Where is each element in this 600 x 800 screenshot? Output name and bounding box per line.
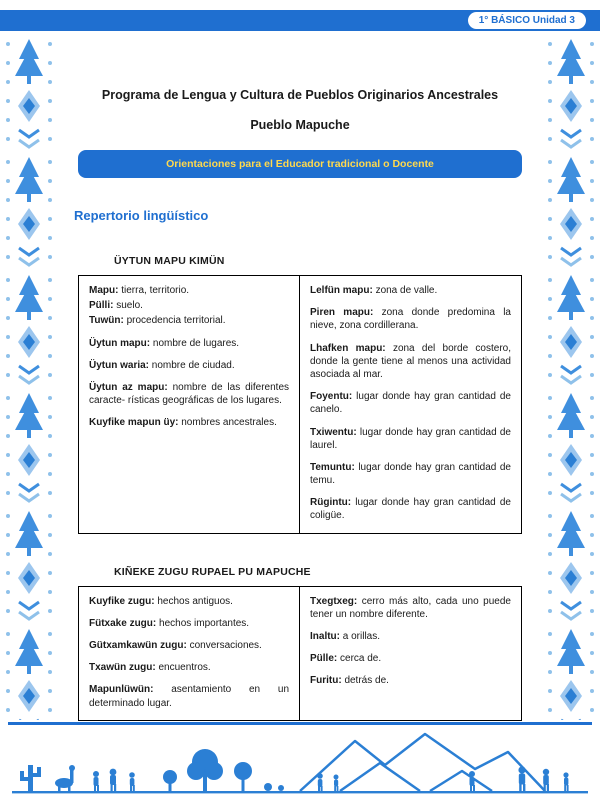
vocab-definition: detrás de. bbox=[344, 675, 389, 687]
vocab-definition: a orillas. bbox=[342, 631, 381, 642]
vocab-term: Furitu: bbox=[310, 675, 342, 687]
table-1-right-cell bbox=[300, 276, 521, 533]
vocab-term: Temuntu: bbox=[310, 461, 355, 473]
vocab-table-2 bbox=[78, 586, 522, 721]
vocab-definition: nombre de las diferentes caracte- rísticas geográficas de los lugares. bbox=[89, 381, 290, 407]
vocab-term: Kuyfike mapun üy: bbox=[89, 417, 179, 429]
table-1-heading: ÜYTUN MAPU KIMÜN bbox=[114, 255, 225, 267]
vocab-entry bbox=[89, 639, 289, 652]
vocab-definition: lugar donde hay gran cantidad de canelo. bbox=[310, 391, 511, 416]
right-ornament-border bbox=[544, 36, 598, 720]
vocab-term: Txegtxeg: bbox=[310, 595, 358, 607]
vocab-term: Rügintu: bbox=[310, 497, 352, 509]
vocab-definition: tierra, territorio. bbox=[121, 285, 190, 296]
vocab-term: Kuyfike zugu: bbox=[89, 595, 155, 607]
document-subtitle: Pueblo Mapuche bbox=[250, 118, 350, 132]
vocab-term: Gütxamkawün zugu: bbox=[89, 640, 187, 651]
vocab-table-1 bbox=[78, 275, 522, 534]
document-title: Programa de Lengua y Cultura de Pueblos Originarios Ancestrales bbox=[101, 88, 499, 102]
vocab-definition: encuentros. bbox=[158, 662, 211, 674]
vocab-term: Txawün zugu: bbox=[89, 662, 156, 674]
vocab-entry bbox=[310, 426, 511, 452]
content-area bbox=[72, 88, 528, 721]
vocab-term: Pülli: bbox=[89, 300, 114, 312]
vocab-entry bbox=[310, 284, 511, 297]
section-title: Repertorio lingüístico bbox=[74, 208, 209, 223]
vocab-term: Tuwün: bbox=[89, 315, 124, 327]
table-2-heading: KIÑEKE ZUGU RUPAEL PU MAPUCHE bbox=[114, 565, 311, 578]
table-1-left-cell bbox=[79, 276, 300, 533]
vocab-entry bbox=[89, 416, 289, 429]
vocab-definition: nombre de ciudad. bbox=[151, 359, 235, 371]
vocab-term: Lelfün mapu: bbox=[310, 285, 373, 296]
footer-landscape-illustration bbox=[0, 725, 600, 800]
vocab-entry bbox=[89, 381, 289, 407]
vocab-entry bbox=[310, 461, 511, 487]
vocab-entry bbox=[89, 359, 289, 372]
vocab-entry bbox=[89, 595, 289, 608]
vocab-entry bbox=[310, 630, 511, 643]
vocab-term: Üytun az mapu: bbox=[89, 381, 168, 393]
vocab-term: Üytun mapu: bbox=[89, 337, 151, 349]
vocab-term: Mapu: bbox=[89, 285, 119, 296]
vocab-definition: asentamiento en un determinado lugar. bbox=[89, 684, 290, 709]
vocab-term: Pülle: bbox=[310, 653, 338, 665]
vocab-entry bbox=[310, 674, 511, 687]
vocab-term: Foyentu: bbox=[310, 391, 353, 403]
vocab-term: Fütxake zugu: bbox=[89, 617, 157, 629]
table-2-left-cell bbox=[79, 587, 300, 720]
vocab-definition: zona del borde costero, donde la gente tiene al menos una actividad asociada al mar. bbox=[310, 342, 511, 380]
vocab-definition: lugar donde hay gran cantidad de temu. bbox=[310, 461, 511, 487]
vocab-entry bbox=[89, 337, 289, 350]
vocab-term: Txiwentu: bbox=[310, 426, 357, 438]
vocab-term: Piren mapu: bbox=[310, 307, 374, 319]
unit-badge: 1° BÁSICO Unidad 3 bbox=[468, 12, 586, 29]
vocab-definition: cerro más alto, cada uno puede tener un nombre diferente. bbox=[310, 595, 511, 620]
vocab-entry bbox=[89, 299, 289, 312]
vocab-entry bbox=[89, 284, 289, 297]
vocab-term: Lhafken mapu: bbox=[310, 342, 386, 354]
vocab-definition: suelo. bbox=[116, 300, 143, 312]
vocab-definition: hechos importantes. bbox=[159, 617, 250, 629]
orientation-banner: Orientaciones para el Educador tradicional o Docente bbox=[78, 150, 522, 178]
vocab-entry bbox=[89, 683, 289, 709]
vocab-term: Inaltu: bbox=[310, 631, 340, 642]
vocab-definition: zona donde predomina la nieve, zona cordillerana. bbox=[310, 307, 511, 332]
vocab-definition: lugar donde hay gran cantidad de coligüe. bbox=[310, 497, 511, 522]
vocab-term: Mapunlüwün: bbox=[89, 684, 154, 696]
vocab-definition: hechos antiguos. bbox=[157, 595, 233, 607]
vocab-entry bbox=[310, 595, 511, 621]
vocab-entry bbox=[310, 342, 511, 382]
vocab-term: Üytun waria: bbox=[89, 359, 150, 371]
vocab-definition: procedencia territorial. bbox=[126, 315, 226, 327]
vocab-definition: zona de valle. bbox=[375, 285, 438, 296]
vocab-definition: conversaciones. bbox=[189, 640, 262, 651]
vocab-entry bbox=[89, 661, 289, 674]
table-2-right-cell bbox=[300, 587, 521, 720]
vocab-entry bbox=[310, 496, 511, 522]
vocab-definition: nombre de lugares. bbox=[152, 337, 240, 349]
vocab-entry bbox=[310, 652, 511, 665]
left-ornament-border bbox=[2, 36, 56, 720]
vocab-definition: lugar donde hay gran cantidad de laurel. bbox=[310, 426, 511, 451]
vocab-entry bbox=[89, 314, 289, 327]
vocab-entry bbox=[89, 617, 289, 630]
vocab-entry bbox=[310, 390, 511, 416]
vocab-definition: cerca de. bbox=[340, 653, 382, 665]
vocab-entry bbox=[310, 306, 511, 332]
vocab-definition: nombres ancestrales. bbox=[181, 417, 277, 429]
